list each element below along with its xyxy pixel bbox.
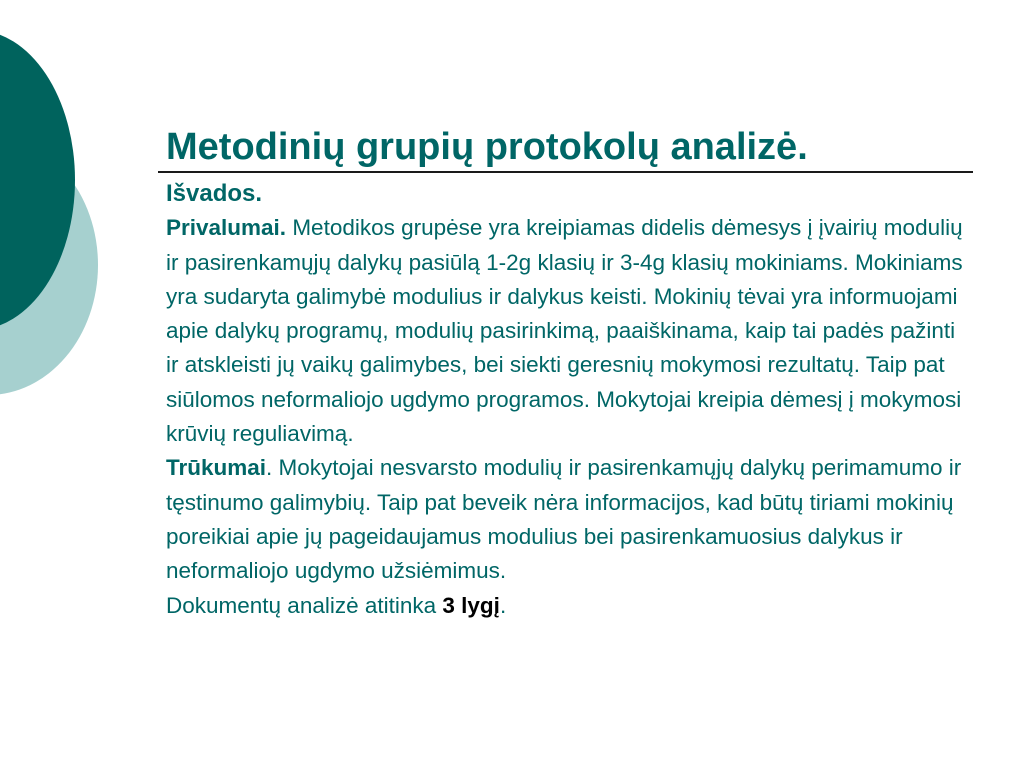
conclusion-prefix: Dokumentų analizė atitinka (166, 592, 443, 618)
shortcomings-paragraph (166, 451, 966, 588)
conclusion-suffix: . (499, 592, 507, 618)
conclusion-paragraph (166, 589, 966, 623)
title-underline (158, 171, 973, 173)
slide-title: Metodinių grupių protokolų analizė. (166, 126, 808, 168)
advantages-label: Privalumai. (166, 215, 287, 241)
advantages-paragraph (166, 211, 966, 451)
conclusions-heading: Išvados. (166, 180, 263, 207)
slide-body (166, 177, 966, 623)
advantages-text: Metodikos grupėse yra kreipiamas didelis dėmesys į įvairių modulių ir pasirenkamųjų dalykų pasiūlą 1-2g klasių ir 3-4g klasių mokiniams. Mokiniams yra sudaryta galimybė modulius ir dalykus keisti. Mokinių tėvai yra informuojami apie dalykų programų, modulių pasirinkimą, paaiškinama, kaip tai padės pažinti ir atskleisti jų vaikų galimybes, bei siekti geresnių mokymosi rezultatų. Taip pat siūlomos neformaliojo ugdymo programos. Mokytojai kreipia dėmesį į mokymosi krūvių reguliavimą. (166, 215, 963, 447)
shortcomings-label: Trūkumai (166, 455, 267, 481)
conclusion-level: 3 lygį (442, 592, 500, 618)
shortcomings-text: . Mokytojai nesvarsto modulių ir pasirenkamųjų dalykų perimamumo ir tęstinumo galimybių. Taip pat beveik nėra informacijos, kad būtų tiriami mokinių poreikiai apie jų pageidaujamus modulius bei pasirenkamuosius dalykus ir neformaliojo ugdymo užsiėmimus. (166, 455, 962, 584)
